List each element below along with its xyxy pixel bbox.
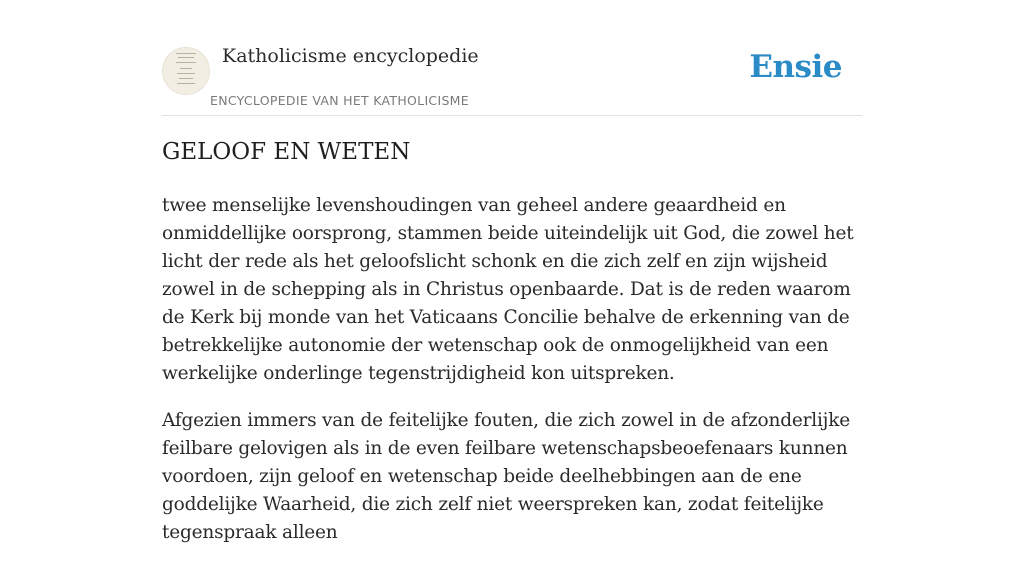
article-body [162, 192, 862, 566]
article-paragraph: Afgezien immers van de feitelijke fouten, die zich zowel in de afzonderlijke feilbare gelovigen als in de even feilbare wetenschapsbeoefenaars kunnen voordoen, zijn geloof en wetenschap beide deelhebbingen aan de ene goddelijke Waarheid, die zich zelf niet weerspreken kan, zodat feitelijke tegenspraak alleen [162, 410, 850, 543]
book-cover-icon[interactable] [162, 47, 210, 95]
brand-logo[interactable]: Ensie [749, 49, 842, 85]
article-paragraph: twee menselijke levenshoudingen van geheel andere geaardheid en onmiddellijke oorsprong, stammen beide uiteindelijk uit God, die zowel het licht der rede als het geloofslicht schonk en die zich zelf en zijn wijsheid zowel in de schepping als in Christus openbaarde. Dat is de reden waarom de Kerk bij monde van het Vaticaans Concilie behalve de erkenning van de betrekkelijke autonomie der wetenschap ook de onmogelijkheid van een werkelijke onderlinge tegenstrijdigheid kon uitspreken. [162, 195, 854, 384]
article-title: GELOOF EN WETEN [162, 139, 411, 165]
site-header [162, 0, 862, 116]
site-subtitle: ENCYCLOPEDIE VAN HET KATHOLICISME [210, 93, 469, 108]
site-title[interactable]: Katholicisme encyclopedie [222, 45, 479, 67]
